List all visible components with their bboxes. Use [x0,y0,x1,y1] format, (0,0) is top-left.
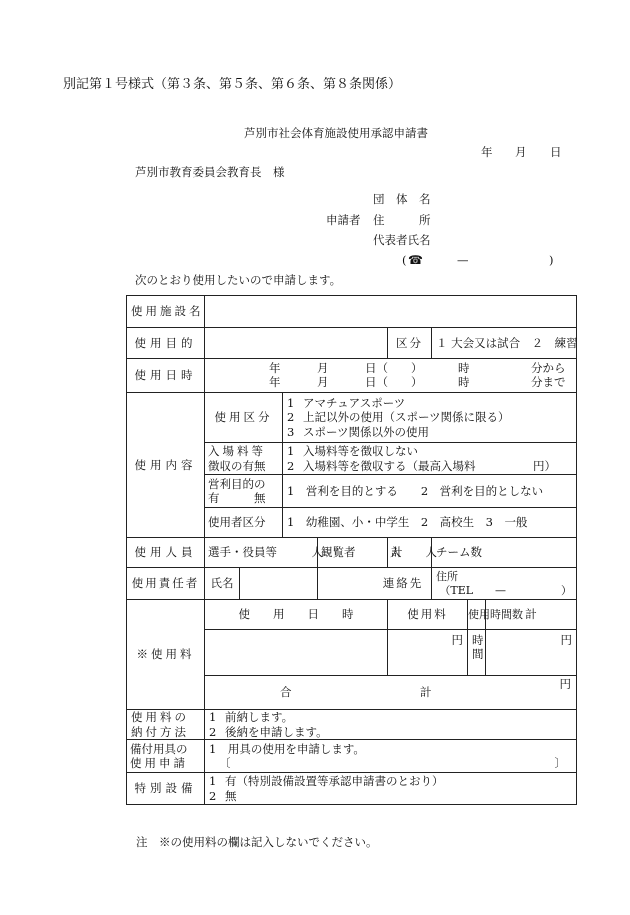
special-option-1[interactable]: 1 有（特別設備設置等承認申請書のとおり） [209,774,444,789]
intro-text: 次のとおり使用したいので申請します。 [135,273,342,287]
grand-total-field[interactable] [205,676,577,710]
start-month: 月 [317,360,329,375]
purpose-label: 使用目的 [127,328,205,359]
special-option-2[interactable]: 2 無 [209,788,237,803]
fee-collection-label: 入場料等 徴収の有無 [205,443,283,475]
responsible-row [127,568,577,600]
division-label: 区分 [388,328,432,359]
fee-col-datetime: 使 用 日 時 [205,600,388,630]
date-month-label: 月 [515,145,527,159]
special-options[interactable] [205,773,577,805]
grand-total-label-1: 合 [280,685,292,699]
user-division-label: 使用者区分 [205,508,283,538]
applicant-label: 申請者 [326,213,361,227]
grand-total-yen-unit: 円 [559,677,572,691]
application-table [126,295,577,805]
fee-datetime-field[interactable] [205,630,388,676]
phone-open: ( [402,253,407,267]
total-people-field[interactable]: 計 人 [388,538,432,568]
date-label: 使用日時 [127,359,205,393]
fee-col-total: 計 [486,600,577,630]
content-label: 使用内容 [127,393,205,538]
profit-label: 営利目的の 有 無 [205,475,283,508]
payment-option-1[interactable]: 1 前納します。 [209,710,294,725]
fee-options[interactable] [283,443,577,475]
date-field[interactable] [205,359,577,393]
fee-col-hours: 使用時間数 [468,600,486,630]
facility-field[interactable] [205,296,577,328]
contact-tel: （TEL — ） [439,583,573,597]
date-row [127,359,577,393]
special-row [127,773,577,805]
phone-dash: — [457,253,469,267]
equipment-row [127,740,577,773]
fee-section-label: ※使用料 [127,600,205,710]
equipment-details-bracket[interactable]: 〔 〕 [219,756,567,770]
fee-option-2[interactable]: 2 入場料等を徴収する（最高入場料 円） [287,458,556,473]
usage-option-2[interactable]: 2 上記以外の使用（スポーツ関係に限る） [287,410,510,425]
phone-icon: ☎ [408,253,423,267]
footnote: 注 ※の使用料の欄は記入しないでください。 [136,835,378,849]
fee-yen-unit: 円 [451,633,463,647]
start-hour: 時 [458,360,470,375]
people-label: 使用人員 [127,538,205,568]
usage-options[interactable] [283,393,577,443]
address-label: 住 所 [373,213,431,227]
payment-row [127,710,577,740]
spectators-field[interactable]: 観覧者 人 [318,538,388,568]
contact-cell [318,568,432,600]
start-day: 日（ ） [365,360,423,375]
payment-option-2[interactable]: 2 後納を申請します。 [209,724,328,739]
end-year: 年 [269,374,281,389]
contact-label: 連絡先 [382,576,424,591]
usage-division-row [127,393,577,443]
fee-total-field[interactable] [486,630,577,676]
purpose-row [127,328,577,359]
fee-amount-field[interactable] [388,630,468,676]
facility-row [127,296,577,328]
responsible-name-field[interactable] [205,568,318,600]
teams-field[interactable]: チーム数 [432,538,577,568]
end-hour: 時 [458,374,470,389]
form-reference: 別記第１号様式（第３条、第５条、第６条、第８条関係） [63,77,402,92]
date-year-label: 年 [481,145,493,159]
fee-option-1[interactable]: 1 入場料等を徴収しない [287,444,418,459]
grand-total-label-2: 計 [420,685,432,699]
representative-label: 代表者氏名 [373,233,431,247]
contact-field[interactable] [432,568,577,600]
equipment-option[interactable]: 1 用具の使用を申請します。 [209,741,365,756]
user-division-options[interactable]: 1 幼稚園、小・中学生 2 高校生 3 一般 [283,508,577,538]
end-day: 日（ ） [365,374,423,389]
facility-label: 使用施設名 [127,296,205,328]
responsible-label: 使用責任者 [127,568,205,600]
contact-address-label: 住所 [436,569,458,583]
start-year: 年 [269,360,281,375]
hours-unit: 時間 [472,633,484,662]
special-label: 特別設備 [127,773,205,805]
total-yen-unit: 円 [560,633,573,647]
equipment-label: 備付用具の 使用申請 [127,740,205,773]
usage-division-label: 使用区分 [205,393,283,443]
fee-hours-field[interactable] [468,630,486,676]
usage-option-1[interactable]: 1 アマチュアスポーツ [287,395,406,410]
usage-option-3[interactable]: 3 スポーツ関係以外の使用 [287,424,430,439]
payment-options[interactable] [205,710,577,740]
addressee: 芦別市教育委員会教育長 様 [135,165,285,179]
equipment-field[interactable] [205,740,577,773]
players-field[interactable]: 選手・役員等 人 [205,538,318,568]
fee-header-row [127,600,577,630]
division-options[interactable]: １ 大会又は試合 ２ 練習 [432,328,577,359]
start-minute: 分から [531,360,566,375]
fee-col-fee: 使用料 [388,600,468,630]
end-month: 月 [317,374,329,389]
name-label: 氏名 [210,576,234,591]
payment-label: 使用料の 納付方法 [127,710,205,740]
form-title: 芦別市社会体育施設使用承認申請書 [244,126,428,140]
end-minute: 分まで [531,374,566,389]
org-name-label: 団 体 名 [373,192,431,206]
purpose-field[interactable] [205,328,388,359]
people-row [127,538,577,568]
profit-options[interactable]: 1 営利を目的とする 2 営利を目的としない [283,475,577,508]
date-day-label: 日 [550,145,562,159]
phone-close: ) [549,253,554,267]
